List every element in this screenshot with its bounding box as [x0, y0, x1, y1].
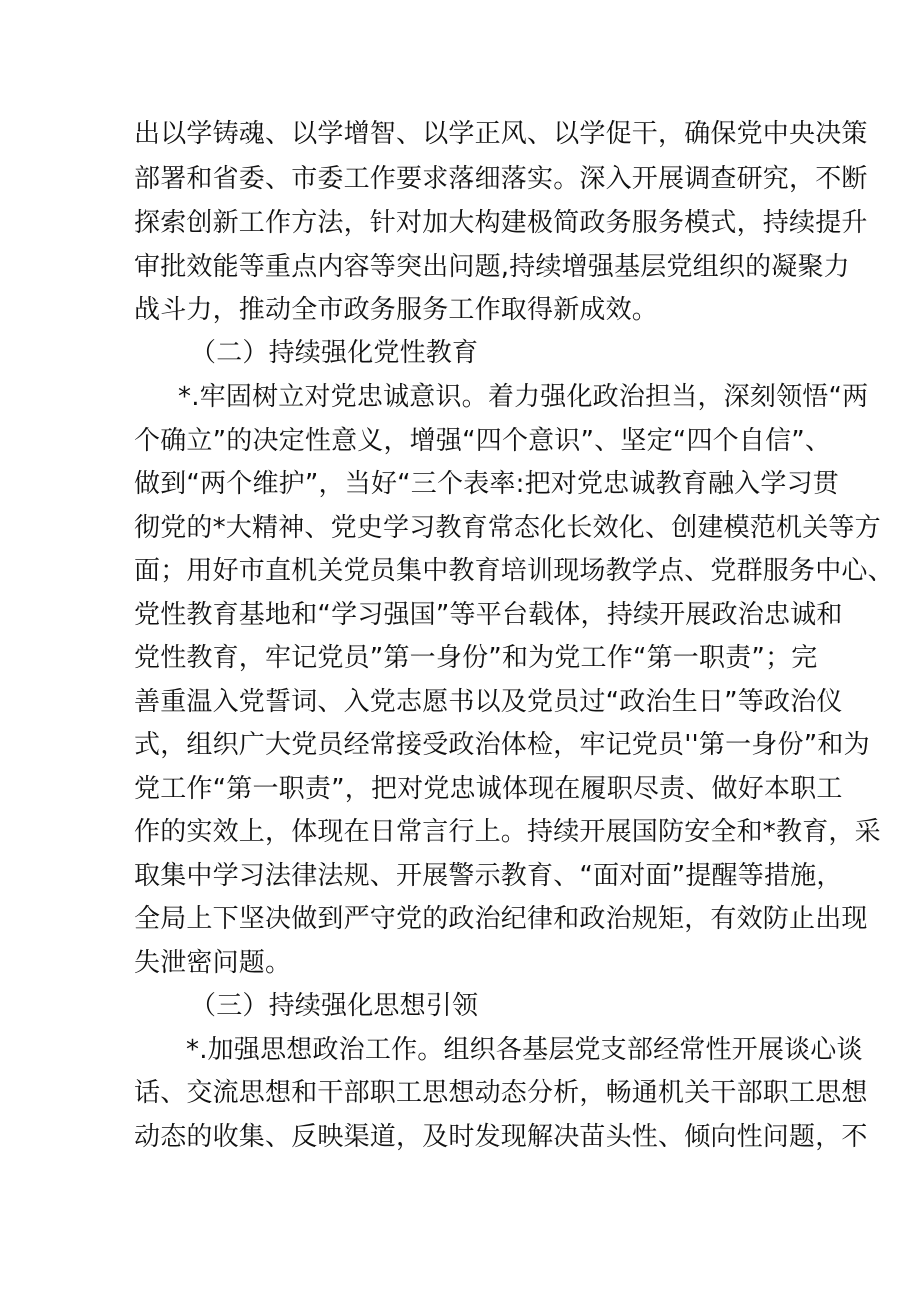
body-line: 动态的收集、反映渠道，及时发现解决苗头性、倾向性问题，不 — [134, 1122, 868, 1152]
body-line: 个确立”的决定性意义，增强“四个意识”、坚定“四个自信”、 — [134, 426, 832, 456]
body-line: 审批效能等重点内容等突出问题,持续增强基层党组织的凝聚力 — [134, 252, 850, 282]
body-line: 全局上下坚决做到严守党的政治纪律和政治规矩，有效防止出现 — [134, 904, 868, 934]
body-line: 出以学铸魂、以学增智、以学正风、以学促干，确保党中央决策 — [134, 119, 868, 149]
body-line: 党性教育基地和“学习强国”等平台载体，持续开展政治忠诚和 — [134, 600, 843, 630]
body-line: 取集中学习法律法规、开展警示教育、“面对面”提醒等措施， — [134, 861, 843, 891]
body-line: 党工作“第一职责”，把对党忠诚体现在履职尽责、做好本职工 — [134, 774, 843, 804]
body-line: 彻党的*大精神、党史学习教育常态化长效化、创建模范机关等方 — [134, 513, 881, 543]
body-line: 面；用好市直机关党员集中教育培训现场教学点、党群服务中心、 — [134, 556, 894, 586]
body-line: 战斗力，推动全市政务服务工作取得新成效。 — [134, 295, 659, 325]
body-line: 作的实效上，体现在日常言行上。持续开展国防安全和*教育，采 — [134, 817, 881, 847]
body-line: 做到“两个维护”，当好“三个表率:把对党忠诚教育融入学习贯 — [134, 469, 839, 499]
body-line: 式，组织广大党员经常接受政治体检，牢记党员''第一身份”和为 — [134, 730, 870, 760]
body-line: 话、交流思想和干部职工思想动态分析，畅通机关干部职工思想 — [134, 1078, 868, 1108]
body-line: 探索创新工作方法，针对加大构建极简政务服务模式，持续提升 — [134, 208, 868, 238]
paragraph-first-line: *.牢固树立对党忠诚意识。着力强化政治担当，深刻领悟“两 — [178, 382, 869, 412]
body-line: 失泄密问题。 — [134, 948, 292, 978]
body-line: 善重温入党誓词、入党志愿书以及党员过“政治生日”等政治仪 — [134, 687, 843, 717]
paragraph-first-line: *.加强思想政治工作。组织各基层党支部经常性开展谈心谈 — [186, 1035, 863, 1065]
section-heading: （三）持续强化思想引领 — [190, 991, 479, 1021]
section-heading: （二）持续强化党性教育 — [190, 338, 479, 368]
body-line: 部署和省委、市委工作要求落细落实。深入开展调查研究，不断 — [134, 164, 868, 194]
body-line: 党性教育，牢记党员”第一身份”和为党工作“第一职责”；完 — [134, 643, 818, 673]
